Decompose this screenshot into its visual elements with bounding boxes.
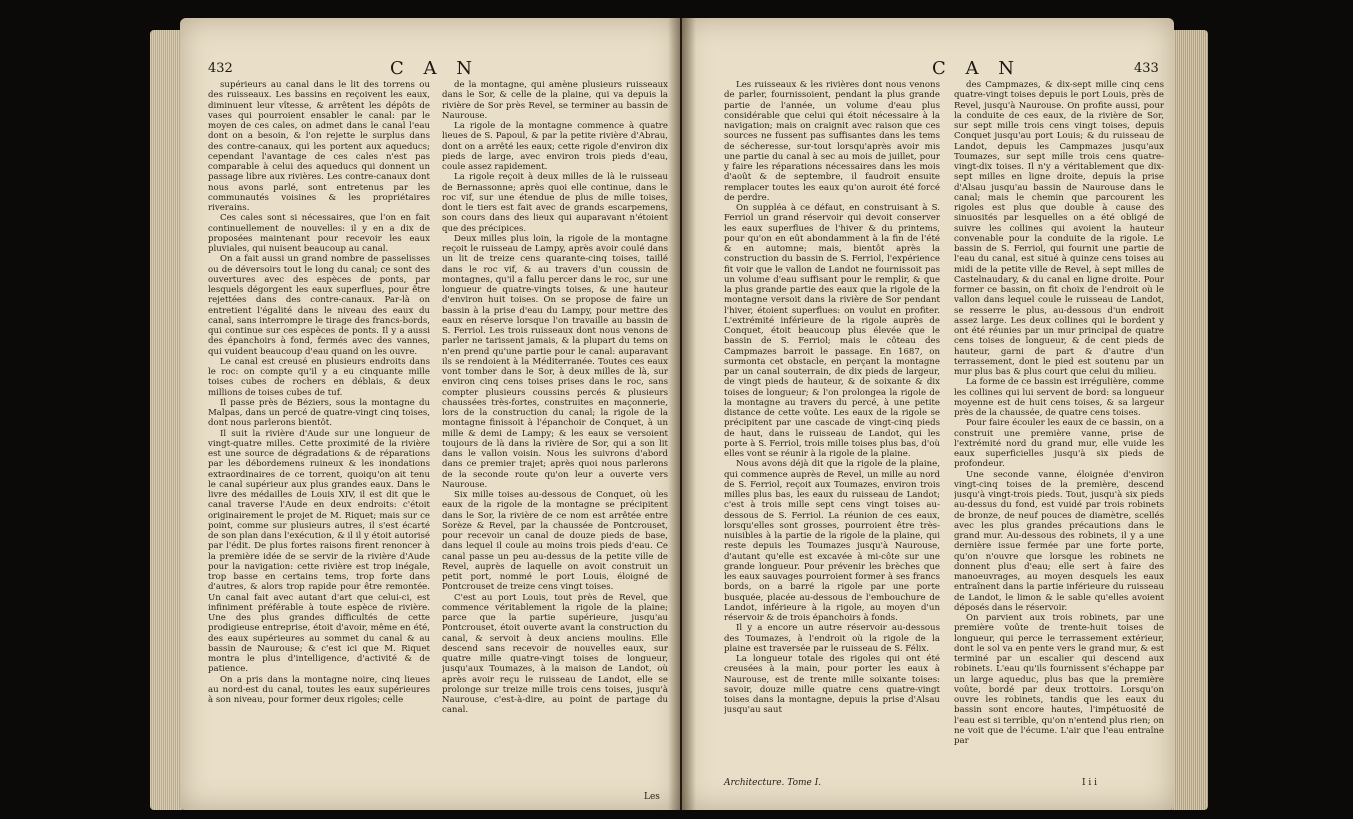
paragraph: Six mille toises au-dessous de Conquet, où les eaux de la rigole de la montagne se précipitent dans le Sor, la rivière de ce nom est arrêtée entre Sorèze & Revel, par la chaussée de Pontcrouset, pour recevoir un canal de douze pieds de base, dans lequel il coule au moins trois pieds d'eau. Ce canal passe un peu au-dessus de la petite ville de Revel, auprès de laquelle on avoit construit un petit port, nommé le port Louis, éloigné de Pontcrouset de treize cens vingt toises.	[442, 490, 668, 593]
right-page	[682, 18, 1174, 810]
left-column-2	[442, 80, 668, 792]
paragraph: Les ruisseaux & les rivières dont nous venons de parler, fournissoient, pendant la plus grande partie de l'année, un volume d'eau plus considérable que celui qui étoit nécessaire à la navigation; mais on craignit avec raison que ces sources ne fussent pas suffisantes dans les tems de sécheresse, sur-tout lorsqu'après avoir mis une partie du canal à sec au mois de juillet, pour y faire les réparations nécessaires dans les mois d'août & de septembre, il faudroit ensuite remplacer toutes les eaux qu'on auroit été forcé de perdre.	[724, 80, 940, 203]
right-column-1	[724, 80, 940, 770]
paragraph: C'est au port Louis, tout près de Revel, que commence véritablement la rigole de la plaine; parce que la partie supérieure, jusqu'au Pontcrouset, étoit ouverte avant la construction du canal, & servoit à deux anciens moulins. Elle descend sans recevoir de nouvelles eaux, sur quatre mille quatre-vingt toises de longueur, jusqu'aux Toumazes, à la maison de Landot, où après avoir reçu le ruisseau de Landot, elle se prolonge sur treize mille trois cens toises, jusqu'à Naurouse, c'est-à-dire, au point de partage du canal.	[442, 592, 668, 716]
footer-title: Architecture. Tome I.	[724, 778, 822, 788]
paragraph: Pour faire écouler les eaux de ce bassin, on a construit une première vanne, prise de l'extrémité nord du grand mur, elle vuide les eaux superficielles jusqu'à six pieds de profondeur.	[954, 418, 1164, 470]
right-page-edges	[1172, 30, 1208, 810]
signature-mark: I i i	[1082, 778, 1098, 788]
paragraph: La rigole de la montagne commence à quatre lieues de S. Papoul, & par la petite rivière d'Abrau, dont on a arrêté les eaux; cette rigole d'environ dix pieds de large, avec environ trois pieds d'eau, coule assez rapidement.	[442, 121, 668, 172]
paragraph: La longueur totale des rigoles qui ont été creusées à la main, pour porter les eaux à Naurouse, est de trente mille soixante toises: savoir, douze mille quatre cens quatre-vingt toises dans la montagne, depuis la prise d'Alsau jusqu'au saut	[724, 654, 940, 716]
left-page	[180, 18, 680, 810]
paragraph: La rigole reçoit à deux milles de là le ruisseau de Bernassonne; après quoi elle continue, dans le roc vif, sur une étendue de plus de mille toises, dont le tiers est fait avec de grands escarpemens, son cours dans des lieux qui auparavant n'étoient que des précipices.	[442, 172, 668, 234]
paragraph: On parvient aux trois robinets, par une première voûte de trente-huit toises de longueur, qui perce le terrassement extérieur, dont le sol va en pente vers le grand mur, & est terminé par un escalier qui descend aux robinets. L'eau qu'ils fournissent s'échappe par un large aqueduc, plus bas que la première voûte, bordé par deux trottoirs. Lorsqu'on ouvre les robinets, tandis que les eaux du bassin sont encore hautes, l'impétuosité de l'eau est si terrible, qu'on n'entend plus rien; on ne voit que de l'écume. L'air que l'eau entraîne par	[954, 613, 1164, 746]
paragraph: Une seconde vanne, éloignée d'environ vingt-cinq toises de la première, descend jusqu'à vingt-trois pieds. Tout, jusqu'à six pieds au-dessus du fond, est vuidé par trois robinets de bronze, de neuf pouces de diamètre, scellés avec les plus grandes précautions dans le grand mur. Au-dessous des robinets, il y a une dernière issue fermée par une forte porte, qu'on n'ouvre que lorsque les robinets ne donnent plus d'eau; elle sert à faire des manoeuvrages, au moyen desquels les eaux entraînent dans la partie inférieure du ruisseau de Landot, le limon & le sable qu'elles avoient déposés dans le réservoir.	[954, 469, 1164, 613]
paragraph: Ces cales sont si nécessaires, que l'on en fait continuellement de nouvelles: il y en a dix de proposées maintenant pour recevoir les eaux pluviales, qui nuisent beaucoup au canal.	[208, 213, 430, 254]
paragraph: de la montagne, qui amène plusieurs ruisseaux dans le Sor, & celle de la plaine, qui va depuis la rivière de Sor près Revel, se terminer au bassin de Naurouse.	[442, 80, 668, 121]
paragraph: Il y a encore un autre réservoir au-dessous des Toumazes, à l'endroit où la rigole de la plaine est traversée par le ruisseau de S. Félix.	[724, 623, 940, 654]
paragraph: Deux milles plus loin, la rigole de la montagne reçoit le ruisseau de Lampy, après avoir coulé dans un lit de treize cens quarante-cinq toises, taillé dans le roc vif, & au travers d'un coussin de montagnes, qu'il a fallu percer dans le roc, sur une longueur de quatre-vingts toises, & une hauteur d'environ huit toises. On se propose de faire un bassin à la prise d'eau du Lampy, pour mettre des eaux en réserve lorsque l'on travaille au bassin de S. Ferriol. Les trois ruisseaux dont nous venons de parler ne tarissent jamais, & la plupart du tems on n'en prend qu'une partie pour le canal: auparavant ils se rendoient à la Méditerranée. Toutes ces eaux vont tomber dans le Sor, à deux milles de là, sur environ cinq cens toises prises dans le roc, sans compter plusieurs coussins percés & plusieurs chaussées très-fortes, construites en maçonnerie, lors de la construction du canal; la rigole de la montagne finissoit à l'épanchoir de Conquet, à un mille & demi de Lampy; & les eaux se versoient toujours de là dans la rivière de Sor, qui a son lit dans le vallon voisin. Nous les suivrons d'abord dans ce premier trajet; après quoi nous parlerons de la seconde route qu'on leur a ouverte vers Naurouse.	[442, 233, 668, 490]
right-page-number: 433	[1134, 61, 1159, 76]
paragraph: Nous avons déjà dit que la rigole de la plaine, qui commence auprès de Revel, un mille au nord de S. Ferriol, reçoit aux Toumazes, environ trois milles plus bas, les eaux du ruisseau de Landot; c'est à trois mille sept cens vingt toises au-dessous de S. Ferriol. La réunion de ces eaux, lorsqu'elles sont grosses, pourroient être très-nuisibles à la partie de la rigole de la plaine, qui reste depuis les Toumazes jusqu'à Naurouse, d'autant qu'elle est excavée à mi-côte sur une grande longueur. Pour prévenir les brèches que les eaux sauvages pourroient former à ses francs bords, on a barré la rigole par une porte busquée, placée au-dessous de l'embouchure de Landot, inférieure à la rigole, au moyen d'un réservoir & de trois épanchoirs à fonds.	[724, 459, 940, 623]
paragraph: La forme de ce bassin est irrégulière, comme les collines qui lui servent de bord: sa longueur moyenne est de huit cens toises, & sa largeur près de la chaussée, de quatre cens toises.	[954, 377, 1164, 418]
paragraph: Le canal est creusé en plusieurs endroits dans le roc: on compte qu'il y a eu cinquante mille toises cubes de rochers en déblais, & deux millions de toises cubes de tuf.	[208, 356, 430, 398]
paragraph: On a pris dans la montagne noire, cinq lieues au nord-est du canal, toutes les eaux supérieures à son niveau, pour former deux rigoles; celle	[208, 674, 430, 705]
paragraph: Il suit la rivière d'Aude sur une longueur de vingt-quatre milles. Cette proximité de la rivière est une source de dégradations & de réparations par les débordemens ruineux & les inondations extraordinaires de ce torrent, quoiqu'on ait tenu le canal supérieur aux plus grandes eaux. Dans le livre des médailles de Louis XIV, il est dit que le canal traverse l'Aude en deux endroits: c'étoit originairement le projet de M. Riquet; mais sur ce point, comme sur plusieurs autres, il s'est écarté de son plan dans l'exécution, & il il y étoit autorisé par l'édit. De plus fortes raisons firent renoncer à la première idée de se servir de la rivière d'Aude pour la navigation: cette rivière est trop inégale, trop basse en certains tems, trop forte dans d'autres, & alors trop rapide pour être remontée. Un canal fait avec autant d'art que celui-ci, est infiniment préférable à toute espèce de rivière. Une des plus grandes difficultés de cette prodigieuse entreprise, étoit d'avoir, même en été, des eaux supérieures au sommet du canal & au bassin de Naurouse; & c'est ici que M. Riquet montra le plus d'intelligence, d'activité & de patience.	[208, 428, 430, 675]
left-catchword: Les	[644, 792, 660, 802]
left-running-head: C A N	[390, 58, 479, 79]
paragraph: On a fait aussi un grand nombre de passelisses ou de déversoirs tout le long du canal; ce sont des ouvertures avec des espèces de ponts, par lesquels dégorgent les eaux superflues, pour être rejettées dans des contre-canaux. Par-là on entretient l'égalité dans le niveau des eaux du canal, sans interrompre le tirage des francs-bords, qui continue sur ces espèces de ponts. Il y a aussi des épanchoirs à fond, fermés avec des vannes, qui vuident beaucoup d'eau quand on les ouvre.	[208, 254, 430, 357]
book-gutter	[668, 18, 696, 810]
left-page-edges	[150, 30, 182, 810]
left-page-number: 432	[208, 61, 233, 76]
paragraph: On suppléa à ce défaut, en construisant à S. Ferriol un grand réservoir qui devoit conserver les eaux superflues de l'hiver & du printems, pour qu'on en eût abondamment à la fin de l'été & en automne; mais, bientôt après la construction du bassin de S. Ferriol, l'expérience fit voir que le vallon de Landot ne fournissoit pas un volume d'eau suffisant pour le remplir, & que la plus grande partie des eaux que la rigole de la montagne versoit dans la rivière de Sor pendant l'hiver, étoient superflues: on voulut en profiter. L'extrémité inférieure de la rigole auprès de Conquet, étoit beaucoup plus élevée que le bassin de S. Ferriol; mais le côteau des Campmazes barroit le passage. En 1687, on surmonta cet obstacle, en perçant la montagne par un canal souterrain, de dix pieds de largeur, de vingt pieds de hauteur, & de soixante & dix toises de longueur; & l'on prolongea la rigole de la montagne au travers du percé, à une petite distance de cette voûte. Les eaux de la rigole se précipitent par une cascade de vingt-cinq pieds de haut, dans le ruisseau de Landot, qui les porte à S. Ferriol, trois mille toises plus bas, d'où elles vont se réunir à la rigole de la plaine.	[724, 203, 940, 459]
right-running-head: C A N	[932, 58, 1021, 79]
paragraph: Il passe près de Béziers, sous la montagne du Malpas, dans un percé de quatre-vingt cinq toises, dont nous parlerons bientôt.	[208, 397, 430, 429]
paragraph: des Campmazes, & dix-sept mille cinq cens quatre-vingt toises depuis le port Louis, près de Revel, jusqu'à Naurouse. On profite aussi, pour la conduite de ces eaux, de la rivière de Sor, sur sept mille trois cens vingt toises, depuis Conquet jusqu'au port Louis; & du ruisseau de Landot, depuis les Campmazes jusqu'aux Toumazes, sur sept mille trois cens quatre-vingt-dix toises. Il n'y a véritablement que dix-sept milles en ligne droite, depuis la prise d'Alsau jusqu'au bassin de Naurouse dans le canal; mais le chemin que parcourent les rigoles est plus que double à cause des sinuosités par lesquelles on a été obligé de suivre les collines qui avoient la hauteur convenable pour la conduite de la rigole. Le bassin de S. Ferriol, qui fournit une partie de l'eau du canal, est situé à quinze cens toises au midi de la petite ville de Revel, à sept milles de Castelnaudary, & du canal en ligne droite. Pour former ce bassin, on fit choix de l'endroit où le vallon dans lequel coule le ruisseau de Landot, se resserre le plus, au-dessous d'un endroit assez large. Les deux collines qui le bordent y ont été réunies par un mur principal de quatre cens toises de longueur, & de cent pieds de hauteur, garni de part & d'autre d'un terrassement, dont le pied est soutenu par un mur plus bas & plus court que celui du milieu.	[954, 80, 1164, 377]
left-column-1	[208, 80, 430, 788]
right-column-2	[954, 80, 1164, 792]
paragraph: supérieurs au canal dans le lit des torrens ou des ruisseaux. Les bassins en reçoivent les eaux, diminuent leur vîtesse, & arrêtent les dépôts de vases qui pourroient ensabler le canal: par le moyen de ces cales, on admet dans le canal l'eau dont on a besoin, & l'on rejette le surplus dans des contre-canaux, qui les portent aux aqueducs; cependant l'avantage de ces cales n'est pas comparable à celui des aqueducs qui donnent un passage libre aux rivières. Les contre-canaux dont nous avons parlé, sont entretenus par les communautés voisines & les propriétaires riverains.	[208, 80, 430, 213]
